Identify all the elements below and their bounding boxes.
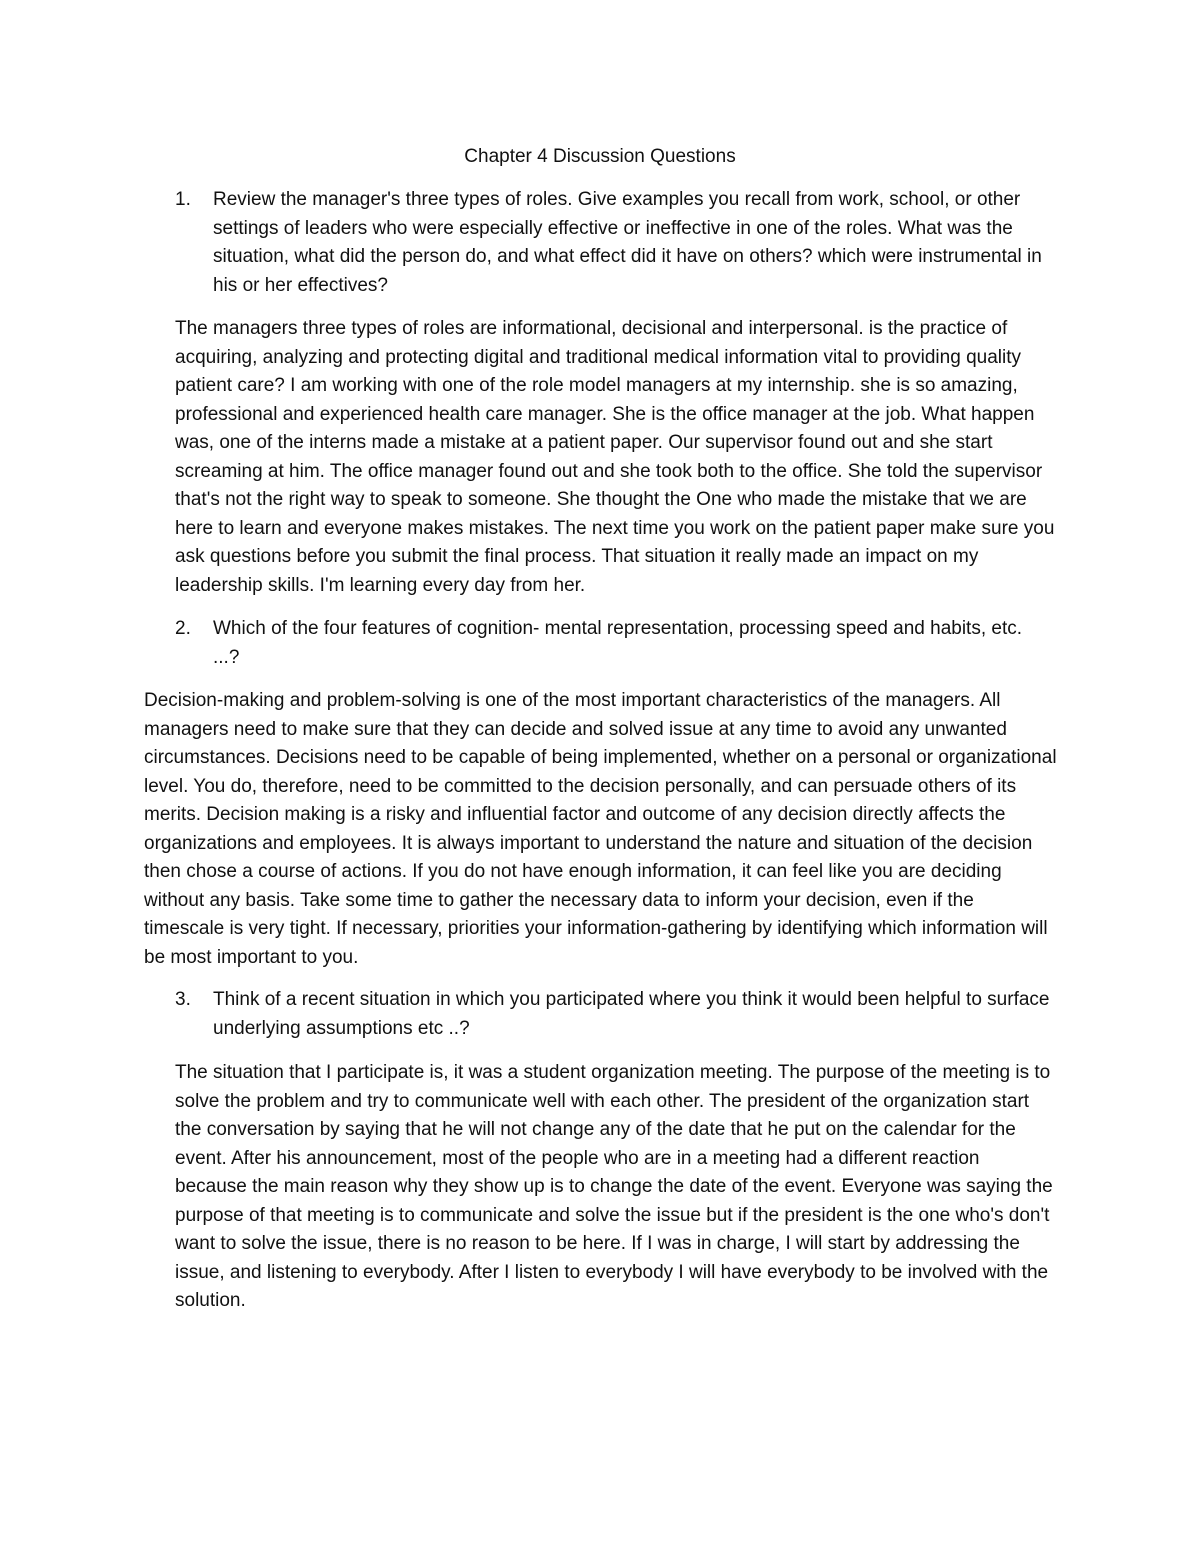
question-1 [175,186,1055,306]
question-text: Think of a recent situation in which you participated where you think it would been helpful to surface underlying assumptions etc ..? [213,989,1050,1039]
question-3 [175,986,1055,1046]
question-number: 1. [175,189,191,210]
answer-2: Decision-making and problem-solving is one of the most important characteristics of the managers. All managers need to make sure that they can decide and solved issue at any time to avoid any unwanted circumstances. Decisions need to be capable of being implemented, whether on a personal or organizational level. You do, therefore, need to be committed to the decision personally, and can persuade others of its merits. Decision making is a risky and influential factor and outcome of any decision directly affects the organizations and employees. It is always important to understand the nature and situation of the decision then chose a course of actions. If you do not have enough information, it can feel like you are deciding without any basis. Take some time to gather the necessary data to inform your decision, even if the timescale is very tight. If necessary, priorities your information-gathering by identifying which information will be most important to you. [144,690,1057,968]
page-title: Chapter 4 Discussion Questions [464,146,736,167]
answer-1: The managers three types of roles are informational, decisional and interpersonal. is the practice of acquiring, analyzing and protecting digital and traditional medical information vital to providing quality patient care? I am working with one of the role model managers at my internship. she is so amazing, professional and experienced health care manager. She is the office manager at the job. What happen was, one of the interns made a mistake at a patient paper. Our supervisor found out and she start screaming at him. The office manager found out and she took both to the office. She told the supervisor that's not the right way to speak to someone. She thought the One who made the mistake that we are here to learn and everyone makes mistakes. The next time you work on the patient paper make sure you ask questions before you submit the final process. That situation it really made an impact on my leadership skills. I'm learning every day from her. [175,318,1055,596]
question-text: Which of the four features of cognition- mental representation, processing speed and habits, etc. ...? [213,618,1023,668]
answer-3: The situation that I participate is, it was a student organization meeting. The purpose of the meeting is to solve the problem and try to communicate well with each other. The president of the organization start the conversation by saying that he will not change any of the date that he put on the calendar for the event. After his announcement, most of the people who are in a meeting had a different reaction because the main reason why they show up is to change the date of the event. Everyone was saying the purpose of that meeting is to communicate and solve the issue but if the president is the one who's don't want to solve the issue, there is no reason to be here. If I was in charge, I will start by addressing the issue, and listening to everybody. After I listen to everybody I will have everybody to be involved with the solution. [175,1062,1053,1311]
question-number: 2. [175,618,191,639]
question-text: Review the manager's three types of roles. Give examples you recall from work, school, or other settings of leaders who were especially effective or ineffective in one of the roles. What was the situation, what did the person do, and what effect did it have on others? which were instrumental in his or her effectives? [213,189,1042,296]
question-2 [175,615,1055,675]
question-number: 3. [175,989,191,1010]
